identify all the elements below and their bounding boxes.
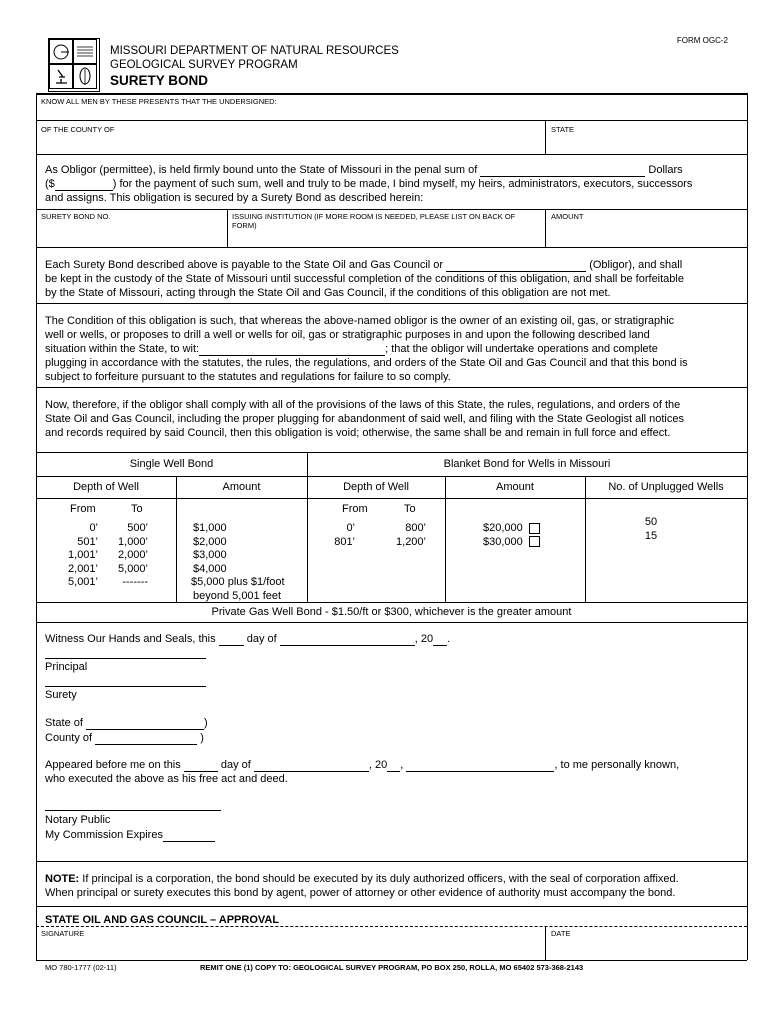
single-from-header: From <box>70 503 96 515</box>
surety-bond-no-label: SURETY BOND NO. <box>41 212 111 221</box>
approval-signature-label: SIGNATURE <box>41 929 85 938</box>
table-cell: 1,001’ <box>68 549 98 561</box>
program-name: GEOLOGICAL SURVEY PROGRAM <box>110 59 298 71</box>
appeared-line-1: Appeared before me on this day of , 20 , , to me personally known, <box>45 759 680 771</box>
condition-line-5: subject to forfeiture pursuant to the statutes and regulations for failure to so comply. <box>45 371 451 383</box>
commission-expires-field[interactable] <box>163 830 215 842</box>
table-cell: 801’ <box>334 535 355 548</box>
single-depth-header: Depth of Well <box>73 481 139 493</box>
county-field[interactable] <box>40 134 540 152</box>
note-line-1: NOTE: If principal is a corporation, the bond should be executed by its duly authorized officers, with the seal of corporation affixed. <box>45 873 679 885</box>
table-cell: 500’ <box>127 522 148 534</box>
obligor-line-1: As Obligor (permittee), is held firmly bound unto the State of Missouri in the penal sum of Dollars <box>45 164 683 176</box>
appeared-month-field[interactable] <box>254 760 369 772</box>
blanket-to-list <box>378 522 426 549</box>
page-title: SURETY BOND <box>110 73 209 88</box>
appeared-line-2: who executed the above as his free act and deed. <box>45 773 288 785</box>
condition-line-2: well or wells, or proposes to drill a well or wells for oil, gas or stratigraphic purposes in and upon the following described land <box>45 329 650 341</box>
witness-line: Witness Our Hands and Seals, this day of , 20 . <box>45 633 451 645</box>
note-line-2: When principal or surety executes this bond by agent, power of attorney or other evidence of authority must accompany the bond. <box>45 887 676 899</box>
notary-signature-line[interactable] <box>45 810 221 811</box>
microscope-icon <box>49 64 73 89</box>
penal-sum-words-field[interactable] <box>480 165 645 177</box>
blanket-depth-header: Depth of Well <box>343 481 409 493</box>
unplugged-header: No. of Unplugged Wells <box>608 481 724 493</box>
county-label: OF THE COUNTY OF <box>41 125 115 134</box>
table-cell: $1,000 <box>193 522 227 534</box>
notary-label: Notary Public <box>45 814 111 826</box>
witness-day-field[interactable] <box>219 634 244 646</box>
now-line-1: Now, therefore, if the obligor shall comply with all of the provisions of the laws of this State, the rules, regulations, and orders of the <box>45 399 681 411</box>
condition-line-1: The Condition of this obligation is such, that whereas the above-named obligor is the owner of an existing oil, gas, or stratigraphic <box>45 315 675 327</box>
table-cell: 501’ <box>77 535 98 548</box>
table-cell: 50 <box>644 516 658 528</box>
remit-instructions: REMIT ONE (1) COPY TO: GEOLOGICAL SURVEY PROGRAM, PO BOX 250, ROLLA, MO 65402 573-368-2143 <box>200 963 584 972</box>
table-cell: 2,001’ <box>68 562 98 575</box>
principal-label: Principal <box>45 661 88 673</box>
blanket-amount-header: Amount <box>496 481 534 493</box>
now-line-2: State Oil and Gas Council, including the proper plugging for abandonment of said well, and filing with the State Geologist all notices <box>45 413 684 425</box>
blanket-bond-title: Blanket Bond for Wells in Missouri <box>443 458 611 470</box>
leaf-icon <box>73 64 97 89</box>
appeared-year-field[interactable] <box>387 760 400 772</box>
form-number: FORM OGC-2 <box>676 36 728 45</box>
blanket-option-20000: $20,000 <box>483 522 540 536</box>
private-gas-bond: Private Gas Well Bond - $1.50/ft or $300, whichever is the greater amount <box>211 606 572 618</box>
obligor-line-3: and assigns. This obligation is secured by a Surety Bond as described herein: <box>45 192 424 204</box>
surety-label: Surety <box>45 689 77 701</box>
approval-signature-field[interactable] <box>40 938 540 958</box>
table-cell: ------- <box>122 576 148 588</box>
notary-state-field[interactable] <box>86 718 204 730</box>
note-label: NOTE: <box>45 873 80 885</box>
table-cell: $2,000 <box>193 535 227 548</box>
payable-line-2: be kept in the custody of the State of Missouri until successful completion of the conditions of this obligation, and shall be forfeitable <box>45 273 684 285</box>
obligor-name-field[interactable] <box>446 260 586 272</box>
undersigned-field[interactable] <box>40 106 740 119</box>
obligor-line-2: ($ ) for the payment of such sum, well and truly to be made, I bind myself, my heirs, administrators, executors, successors <box>45 178 693 190</box>
unplugged-list <box>585 516 717 543</box>
table-cell: $3,000 <box>193 549 227 561</box>
land-description-field[interactable] <box>199 344 385 356</box>
penal-sum-figures-field[interactable] <box>55 179 113 191</box>
amount-label: AMOUNT <box>551 212 584 221</box>
now-line-3: and records required by said Council, then this obligation is void; otherwise, the same shall be and remain in full force and effect. <box>45 427 671 439</box>
single-from-list <box>50 522 98 590</box>
single-well-title: Single Well Bond <box>129 458 214 470</box>
approval-title: STATE OIL AND GAS COUNCIL – APPROVAL <box>45 914 280 926</box>
issuing-institution-field[interactable] <box>231 230 541 245</box>
state-label: STATE <box>551 125 575 134</box>
commission-line: My Commission Expires <box>45 828 215 842</box>
table-cell: 0’ <box>346 522 355 534</box>
blanket-amount-list <box>483 522 540 549</box>
blanket-from-list <box>315 522 355 549</box>
globe-icon <box>49 39 73 64</box>
surety-bond-no-field[interactable] <box>40 222 220 244</box>
agency-name: MISSOURI DEPARTMENT OF NATURAL RESOURCES <box>110 45 399 57</box>
agency-logo <box>48 38 100 92</box>
condition-line-4: plugging in accordance with the statutes, the rules, the regulations, and orders of the State Oil and Gas Council and that this bond is <box>45 357 688 369</box>
principal-signature-line[interactable] <box>45 658 206 659</box>
table-cell: 5,000’ <box>118 562 148 575</box>
table-cell: 0’ <box>89 522 98 534</box>
appeared-day-field[interactable] <box>184 760 218 772</box>
appeared-person-field[interactable] <box>406 760 554 772</box>
blanket-option-30000: $30,000 <box>483 536 540 550</box>
checkbox-20000[interactable] <box>529 523 540 534</box>
single-amount-list <box>193 522 285 603</box>
payable-line-1: Each Surety Bond described above is payable to the State Oil and Gas Council or (Obligor), and shall <box>45 259 683 271</box>
know-all-label: KNOW ALL MEN BY THESE PRESENTS THAT THE UNDERSIGNED: <box>41 97 277 106</box>
table-cell: beyond 5,001 feet <box>193 589 282 602</box>
table-cell: $5,000 plus $1/foot <box>191 576 285 588</box>
blanket-to-header: To <box>404 503 416 515</box>
checkbox-30000[interactable] <box>529 536 540 547</box>
state-of-line: State of ) <box>45 717 208 729</box>
condition-line-3: situation within the State, to wit: ; that the obligor will undertake operations and complete <box>45 343 658 355</box>
approval-date-field[interactable] <box>550 938 740 958</box>
table-cell: 5,001’ <box>68 576 98 588</box>
witness-year-field[interactable] <box>433 634 447 646</box>
table-cell: 1,000’ <box>118 535 148 548</box>
table-cell: 2,000’ <box>118 549 148 561</box>
payable-line-3: by the State of Missouri, acting through the State Oil and Gas Council, if the conditions of this obligation are not met. <box>45 287 611 299</box>
surety-signature-line[interactable] <box>45 686 206 687</box>
table-cell: 1,200’ <box>396 535 426 548</box>
single-amount-header: Amount <box>222 481 261 493</box>
state-field[interactable] <box>550 134 740 152</box>
amount-field[interactable] <box>550 222 740 244</box>
table-cell: 800’ <box>405 522 426 534</box>
single-to-list <box>100 522 148 590</box>
county-of-line: County of ) <box>45 732 204 744</box>
notary-county-field[interactable] <box>95 733 197 745</box>
water-lines-icon <box>73 39 97 64</box>
form-id: MO 780-1777 (02-11) <box>45 963 117 972</box>
single-to-header: To <box>131 503 143 515</box>
blanket-from-header: From <box>342 503 368 515</box>
witness-month-field[interactable] <box>280 634 415 646</box>
approval-date-label: DATE <box>551 929 571 938</box>
table-cell: 15 <box>644 529 658 542</box>
issuing-institution-label: ISSUING INSTITUTION (IF MORE ROOM IS NEEDED, PLEASE LIST ON BACK OF FORM) <box>232 212 516 230</box>
table-cell: $4,000 <box>193 562 227 575</box>
